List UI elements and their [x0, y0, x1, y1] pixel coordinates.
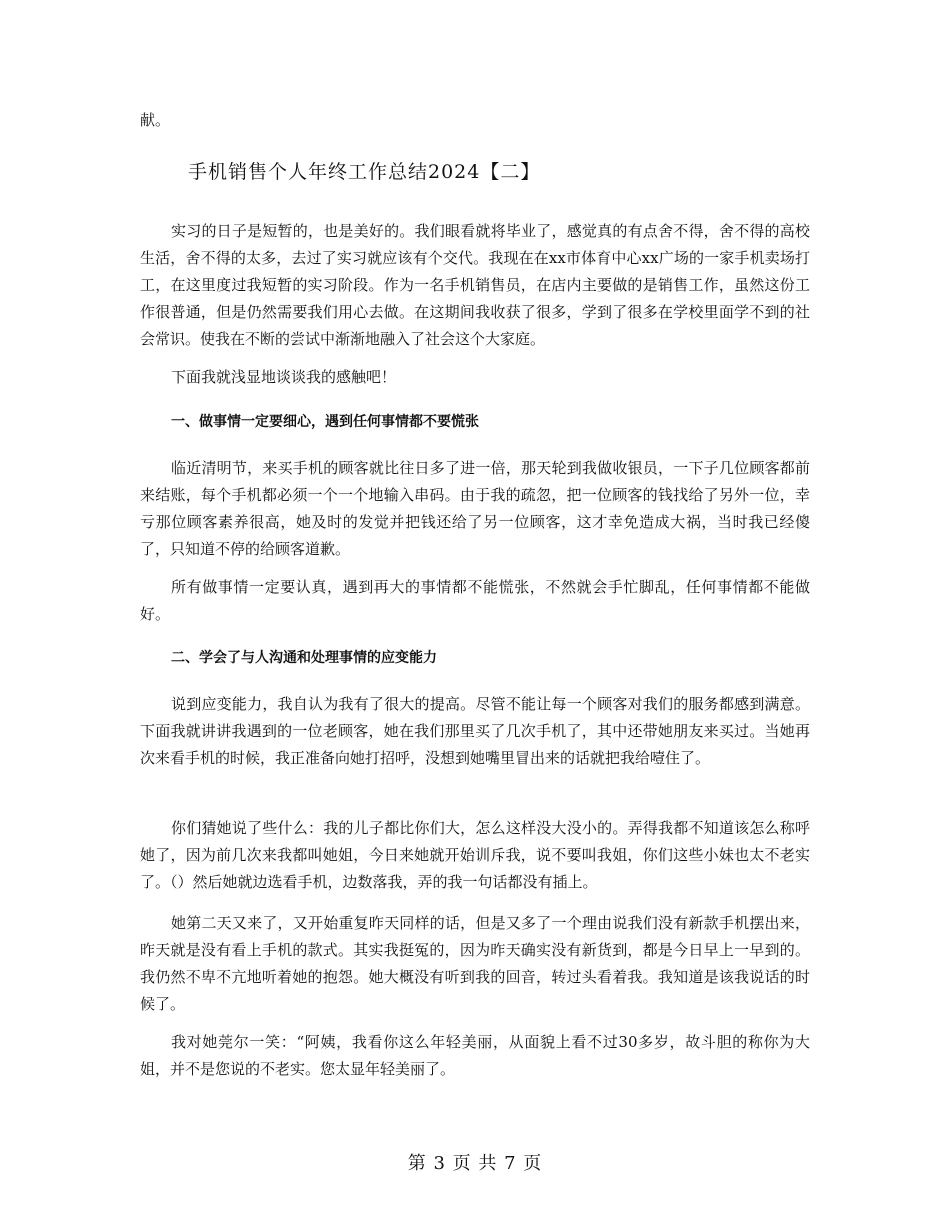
page-number-footer: 第 3 页 共 7 页 — [407, 1153, 543, 1174]
paragraph-qingming: 临近清明节，来买手机的顾客就比往日多了进一倍，那天轮到我做收银员，一下子几位顾客都前来结账，每个手机都必须一个一个地输入串码。由于我的疏忽，把一位顾客的钱找给了另外一位，幸亏那位顾客素养很高，她及时的发觉并把钱还给了另一位顾客，这才幸免造成大祸，当时我已经傻了，只知道不停的给顾客道歉。 — [140, 459, 810, 558]
heading-two: 二、学会了与人沟通和处理事情的应变能力 — [171, 650, 437, 666]
paragraph-customer-scold: 你们猜她说了些什么：我的儿子都比你们大，怎么这样没大没小的。弄得我都不知道该怎么称呼她了，因为前几次来我都叫她姐，今日来她就开始训斥我，说不要叫我姐，你们这些小妹也太不老实了。（）然后她就边选看手机，边数落我，弄的我一句话都没有插上。 — [140, 819, 810, 891]
continuation-text: 献。 — [140, 111, 171, 129]
section-title: 手机销售个人年终工作总结2024【二】 — [188, 161, 541, 183]
paragraph-lesson: 所有做事情一定要认真，遇到再大的事情都不能慌张，不然就会手忙脚乱，任何事情都不能做好。 — [140, 578, 810, 623]
paragraph-intro: 实习的日子是短暂的，也是美好的。我们眼看就将毕业了，感觉真的有点舍不得，舍不得的高校生活，舍不得的太多，去过了实习就应该有个交代。我现在在xx市体育中心xx广场的一家手机卖场打工，在这里度过我短暂的实习阶段。作为一名手机销售员，在店内主要做的是销售工作，虽然这份工作很普通，但是仍然需要我们用心去做。在这期间我收获了很多，学到了很多在学校里面学不到的社会常识。使我在不断的尝试中渐渐地融入了社会这个大家庭。 — [140, 222, 810, 348]
paragraph-adaptability: 说到应变能力，我自认为我有了很大的提高。尽管不能让每一个顾客对我们的服务都感到满意。下面我就讲讲我遇到的一位老顾客，她在我们那里买了几次手机了，其中还带她朋友来买过。当她再次来看手机的时候，我正准备向她打招呼，没想到她嘴里冒出来的话就把我给噎住了。 — [140, 695, 810, 767]
paragraph-reply: 我对她莞尔一笑：“阿姨，我看你这么年轻美丽，从面貌上看不过30多岁，故斗胆的称你为大姐，并不是您说的不老实。您太显年轻美丽了。 — [140, 1033, 810, 1078]
paragraph-next-day: 她第二天又来了，又开始重复昨天同样的话，但是又多了一个理由说我们没有新款手机摆出来，昨天就是没有看上手机的款式。其实我挺冤的，因为昨天确实没有新货到，都是今日早上一早到的。我仍然不卑不亢地听着她的抱怨。她大概没有听到我的回音，转过头看着我。我知道是该我说话的时候了。 — [140, 914, 810, 1013]
paragraph-lead: 下面我就浅显地谈谈我的感触吧！ — [171, 368, 397, 386]
heading-one: 一、做事情一定要细心，遇到任何事情都不要慌张 — [171, 414, 479, 430]
